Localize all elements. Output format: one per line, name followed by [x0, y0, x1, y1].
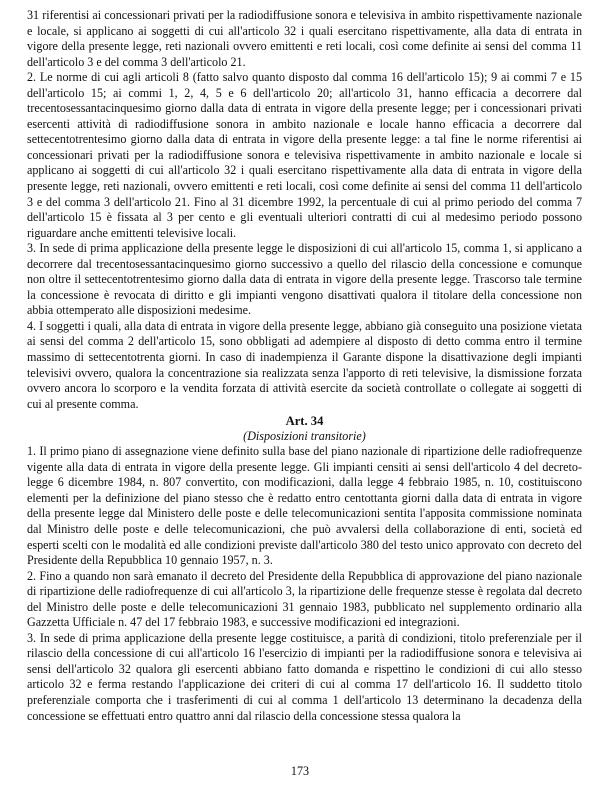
page-number: 173: [290, 764, 310, 778]
article-title: Art. 34: [285, 414, 324, 429]
article-paragraph-3: 3. In sede di prima applicazione della presente legge costituisce, a parità di condizioni, titolo preferenziale per il rilascio della concessione di cui all'articolo 16 l'esercizio di impianti per la radiodiffusione sonora e televisiva ai sensi dell'articolo 32 qualora gli esercenti abbiano fatto domanda e rispettino le condizioni di cui allo stesso articolo 32 e ferma restando l'applicazione dei criteri di cui al comma 17 dell'articolo 16. Il suddetto titolo preferenziale comporta che i trasferimenti di cui al comma 1 dell'articolo 13 determinano la decadenza della concessione se effettuati entro quattro anni dal rilascio della concessione stessa qualora la: [27, 630, 582, 723]
paragraph-2: 2. Le norme di cui agli articoli 8 (fatto salvo quanto disposto dal comma 16 dell'articolo 15); 9 ai commi 7 e 15 dell'articolo 15; ai commi 1, 2, 4, 5 e 6 dell'articolo 20; all'articolo 31, hanno efficacia a decorrere dal trecentosessantacinquesimo giorno dalla data di entrata in vigore della presente legge; per i concessionari privati esercenti attività di radiodiffusione sonora in ambito nazionale e locale hanno efficacia a decorrere dal settecentotrentesimo giorno dalla data di entrata in vigore della presente legge: a tal fine le norme riferentisi ai concessionari privati per la radiodiffusione sonora e televisiva rispettivamente in ambito nazionale e locale si applicano ai soggetti di cui all'articolo 32 i quali esercitano rispettivamente alla data di entrata in vigore della presente legge, reti nazionali, ovvero emittenti e reti locali, così come definite ai sensi del comma 11 dell'articolo 3 e del comma 3 dell'articolo 21. Fino al 31 dicembre 1992, la percentuale di cui al primo periodo del comma 7 dell'articolo 15 è fissata al 3 per cento e gli eventuali ulteriori contratti di cui al medesimo periodo possono riguardare anche emittenti televisive locali.: [27, 70, 582, 240]
paragraph-3: 3. In sede di prima applicazione della presente legge le disposizioni di cui all'articolo 15, comma 1, si applicano a decorrere dal trecentosessantacinquesimo giorno successivo a quello del rilascio della concessione e comunque non oltre il settecentotrentesimo giorno dalla data di entrata in vigore della presente legge. Trascorso tale termine la concessione è revocata di diritto e gli impianti vengono disattivati qualora il titolare della concessione non abbia ottemperato alle disposizioni medesime.: [27, 241, 582, 318]
paragraph-4: 4. I soggetti i quali, alla data di entrata in vigore della presente legge, abbiano già conseguito una posizione vietata ai sensi del comma 2 dell'articolo 15, sono obbligati ad adempiere al disposto di detto comma entro il termine massimo di settecentotrenta giorni. In caso di inadempienza il Garante dispone la disattivazione degli impianti televisivi ovvero, qualora la concentrazione sia realizzata senza l'apporto di reti televisive, la dismissione forzata ovvero ancora lo scorporo e la vendita forzata di attività esercite da società controllate o collegate ai soggetti di cui al presente comma.: [27, 318, 582, 411]
paragraph-continuation: 31 riferentisi ai concessionari privati per la radiodiffusione sonora e televisiva in ambito rispettivamente nazionale e locale, si applicano ai soggetti di cui all'articolo 32 i quali esercitano rispettivamente, alla data di entrata in vigore della presente legge, reti nazionali ovvero emittenti e reti locali, così come definite ai sensi del comma 11 dell'articolo 3 e del comma 3 dell'articolo 21.: [27, 8, 582, 69]
article-paragraph-1: 1. Il primo piano di assegnazione viene definito sulla base del piano nazionale di ripartizione delle radiofrequenze vigente alla data di entrata in vigore della presente legge. Gli impianti censiti ai sensi dell'articolo 4 del decreto-legge 6 dicembre 1984, n. 807 convertito, con modificazioni, dalla legge 4 febbraio 1985, n. 10, costituiscono elementi per la definizione del piano stesso che è redatto entro centottanta giorni dalla data di entrata in vigore della presente legge dal Ministero delle poste e delle telecomunicazioni sentita l'apposita commissione nominata dal Ministro delle poste e delle telecomunicazioni, che può avvalersi della collaborazione di enti, società ed esperti scelti con le modalità ed alle condizioni previste dall'articolo 380 del testo unico approvato con decreto del Presidente della Repubblica 10 gennaio 1957, n. 3.: [27, 444, 582, 568]
article-paragraph-2: 2. Fino a quando non sarà emanato il decreto del Presidente della Repubblica di approvazione del piano nazionale di ripartizione delle radiofrequenze di cui all'articolo 3, la ripartizione delle frequenze stesse è regolata dal decreto del Ministro delle poste e delle telecomunicazioni 31 gennaio 1983, pubblicato nel supplemento ordinario alla Gazzetta Ufficiale n. 47 del 17 febbraio 1983, e successive modificazioni ed integrazioni.: [27, 568, 582, 630]
article-subtitle: (Disposizioni transitorie): [243, 429, 366, 444]
document-page: [27, 8, 582, 724]
